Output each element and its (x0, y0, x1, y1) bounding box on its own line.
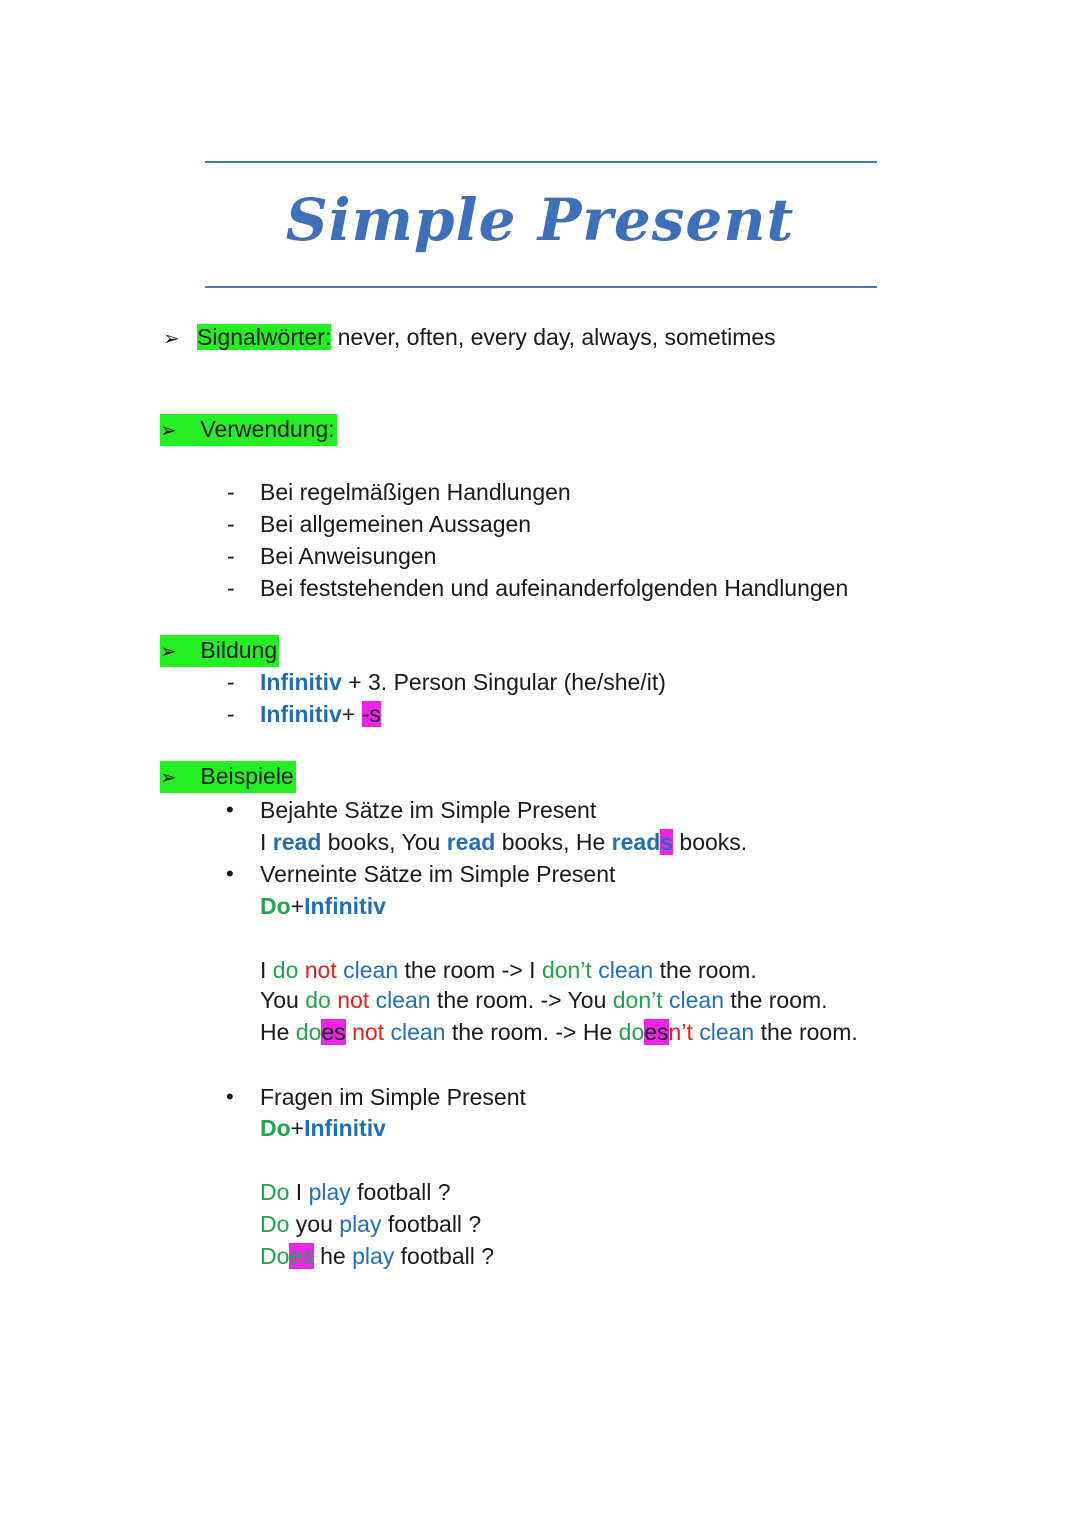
text-segment: I (260, 957, 267, 983)
verb: read (446, 829, 496, 855)
verneinte-formula (260, 891, 386, 921)
text-segment: I (289, 1179, 309, 1205)
verb: clean (598, 957, 654, 983)
verb: read (611, 829, 661, 855)
dash-marker: - (227, 701, 235, 727)
aux-verb: do (295, 1019, 322, 1045)
aux-verb: do (618, 1019, 645, 1045)
aux-verb: Do (260, 1243, 290, 1269)
verb: clean (390, 1019, 446, 1045)
bejahte-title: Bejahte Sätze im Simple Present (260, 797, 597, 823)
verb: clean (669, 987, 724, 1013)
question-example (260, 1209, 481, 1239)
text-segment: you (289, 1211, 340, 1237)
negation: not (352, 1019, 385, 1045)
aux-verb: Do (260, 1179, 290, 1205)
aux-contraction: don’t (612, 987, 663, 1013)
title-rule-bottom (205, 286, 877, 288)
question-example (260, 1241, 494, 1271)
aux-verb: do (272, 957, 299, 983)
text-segment: books. (673, 829, 748, 855)
text-segment: books, You (321, 829, 447, 855)
infinitiv-label: Infinitiv (304, 1115, 386, 1141)
question-example (260, 1177, 451, 1207)
title-rule-top (205, 161, 877, 163)
page-title: Simple Present (285, 186, 795, 254)
text-segment: the room -> I (398, 957, 542, 983)
text-segment: football ? (350, 1179, 451, 1205)
aux-verb: Do (260, 1211, 290, 1237)
plus-sign: + (290, 1115, 305, 1141)
verb: clean (343, 957, 399, 983)
dash-marker: - (227, 511, 235, 537)
bullet-marker: • (226, 1084, 234, 1109)
fragen-title: Fragen im Simple Present (260, 1084, 526, 1110)
fragen-formula (260, 1113, 386, 1143)
text-segment: football ? (381, 1211, 482, 1237)
dash-marker: - (227, 543, 235, 569)
verwendung-item: Bei regelmäßigen Handlungen (260, 479, 571, 505)
signal-text: never, often, every day, always, sometimes (331, 324, 776, 350)
verb: play (339, 1211, 382, 1237)
infinitiv-label: Infinitiv (260, 701, 342, 727)
bildung-line-1 (260, 667, 666, 697)
text-segment: the room. -> He (445, 1019, 619, 1045)
verwendung-heading-text: Verwendung: (194, 416, 335, 442)
text-segment: football ? (394, 1243, 495, 1269)
infinitiv-label: Infinitiv (304, 893, 386, 919)
plus-sign: + (341, 701, 362, 727)
text-segment: books, He (495, 829, 612, 855)
verwendung-item: Bei allgemeinen Aussagen (260, 511, 532, 537)
s-suffix: -s (361, 701, 381, 727)
text-segment: he (313, 1243, 353, 1269)
bildung-rule-text: + 3. Person Singular (he/she/it) (341, 669, 666, 695)
negation: not (304, 957, 337, 983)
negation-example-i (260, 955, 757, 985)
do-label: Do (260, 893, 291, 919)
verb: clean (375, 987, 431, 1013)
beispiele-heading-text: Beispiele (194, 763, 294, 789)
bildung-heading (160, 635, 279, 667)
negation-example-he (260, 1017, 858, 1047)
s-suffix: s (660, 829, 674, 855)
es-suffix: es (321, 1019, 346, 1045)
text-segment: He (260, 1019, 290, 1045)
negation-example-you (260, 985, 828, 1015)
verneinte-title: Verneinte Sätze im Simple Present (260, 861, 616, 887)
negation: not (337, 987, 370, 1013)
aux-contraction: don’t (541, 957, 592, 983)
infinitiv-label: Infinitiv (260, 669, 342, 695)
verb: play (308, 1179, 351, 1205)
text-segment: the room. (754, 1019, 858, 1045)
text-segment: I (260, 829, 273, 855)
arrow-bullet-icon: ➢ (163, 328, 180, 350)
aux-verb: do (305, 987, 331, 1013)
verb: read (272, 829, 322, 855)
text-segment: You (260, 987, 299, 1013)
bildung-heading-text: Bildung (194, 637, 278, 663)
text-segment: the room. (724, 987, 828, 1013)
bullet-marker: • (226, 861, 234, 886)
plus-sign: + (290, 893, 305, 919)
beispiele-heading (160, 761, 296, 793)
signal-label: Signalwörter: (197, 324, 332, 350)
bildung-line-2 (260, 699, 381, 729)
verwendung-item: Bei Anweisungen (260, 543, 437, 569)
dash-marker: - (227, 479, 235, 505)
do-label: Do (260, 1115, 291, 1141)
text-segment: the room. -> You (430, 987, 613, 1013)
arrow-bullet-icon: ➢ (160, 420, 177, 442)
dash-marker: - (227, 669, 235, 695)
dash-marker: - (227, 575, 235, 601)
negation: n’t (668, 1019, 693, 1045)
text-segment: the room. (653, 957, 757, 983)
arrow-bullet-icon: ➢ (160, 641, 177, 663)
verb: clean (699, 1019, 755, 1045)
bejahte-example (260, 827, 747, 857)
verwendung-item: Bei feststehenden und aufeinanderfolgenden Handlungen (260, 575, 849, 601)
verb: play (352, 1243, 395, 1269)
es-suffix: es (289, 1243, 314, 1269)
bullet-marker: • (226, 797, 234, 822)
signal-line (163, 322, 776, 354)
verwendung-heading (160, 414, 337, 446)
es-suffix: es (644, 1019, 669, 1045)
arrow-bullet-icon: ➢ (160, 767, 177, 789)
